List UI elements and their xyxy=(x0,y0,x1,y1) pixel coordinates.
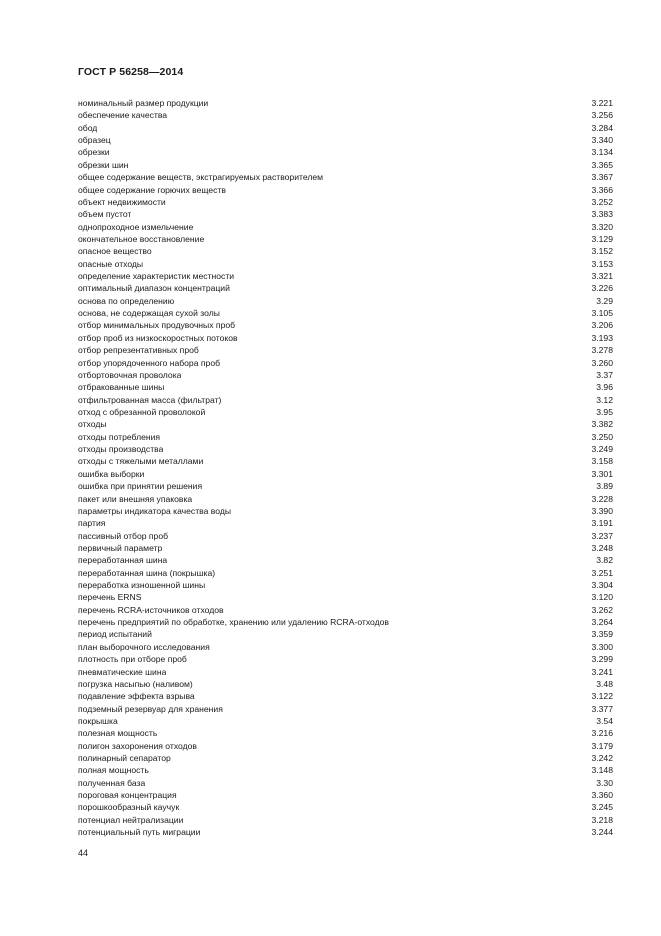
index-entry xyxy=(78,567,613,579)
index-entry xyxy=(78,221,613,233)
entry-reference: 3.206 xyxy=(591,320,613,331)
index-entry xyxy=(78,97,613,109)
entry-term: полинарный сепаратор xyxy=(78,753,171,764)
entry-term: отходы с тяжелыми металлами xyxy=(78,456,204,467)
index-entry xyxy=(78,579,613,591)
index-entry xyxy=(78,319,613,331)
entry-reference: 3.153 xyxy=(591,258,613,269)
entry-reference: 3.320 xyxy=(591,221,613,232)
entry-reference: 3.245 xyxy=(591,802,613,813)
index-entry xyxy=(78,184,613,196)
entry-reference: 3.129 xyxy=(591,233,613,244)
entry-term: однопроходное измельчение xyxy=(78,221,194,232)
entry-term: отбор репрезентативных проб xyxy=(78,345,199,356)
index-entry xyxy=(78,369,613,381)
index-entry xyxy=(78,196,613,208)
entry-reference: 3.284 xyxy=(591,122,613,133)
entry-reference: 3.340 xyxy=(591,135,613,146)
entry-term: переработка изношенной шины xyxy=(78,580,206,591)
entry-reference: 3.382 xyxy=(591,419,613,430)
entry-reference: 3.54 xyxy=(596,715,613,726)
entry-reference: 3.367 xyxy=(591,172,613,183)
entry-term: общее содержание веществ, экстрагируемых растворителем xyxy=(78,172,324,183)
entry-term: отбор упорядоченного набора проб xyxy=(78,357,221,368)
entry-term: обрезки шин xyxy=(78,159,129,170)
index-entry xyxy=(78,122,613,134)
index-entry xyxy=(78,740,613,752)
entry-term: отбор минимальных продувочных проб xyxy=(78,320,236,331)
entry-term: опасные отходы xyxy=(78,258,144,269)
entry-reference: 3.251 xyxy=(591,567,613,578)
index-entry xyxy=(78,653,613,665)
entry-reference: 3.105 xyxy=(591,308,613,319)
entry-term: перечень предприятий по обработке, хранению или удалению RCRA-отходов xyxy=(78,617,389,628)
entry-term: перечень RCRA-источников отходов xyxy=(78,604,224,615)
index-entry xyxy=(78,480,613,492)
index-entry xyxy=(78,468,613,480)
entry-term: отбракованные шины xyxy=(78,382,165,393)
index-entry xyxy=(78,381,613,393)
index-entry xyxy=(78,443,613,455)
entry-term: оптимальный диапазон концентраций xyxy=(78,283,230,294)
index-entry xyxy=(78,171,613,183)
entry-term: покрышка xyxy=(78,715,118,726)
entry-reference: 3.221 xyxy=(591,98,613,108)
entry-term: обод xyxy=(78,122,98,133)
entry-reference: 3.226 xyxy=(591,283,613,294)
entry-reference: 3.134 xyxy=(591,147,613,158)
index-entry xyxy=(78,591,613,603)
entry-term: отфильтрованная масса (фильтрат) xyxy=(78,394,222,405)
entry-term: полезная мощность xyxy=(78,728,158,739)
entry-reference: 3.29 xyxy=(596,295,613,306)
entry-term: переработанная шина (покрышка) xyxy=(78,567,216,578)
entry-reference: 3.96 xyxy=(596,382,613,393)
index-entry xyxy=(78,282,613,294)
entry-term: первичный параметр xyxy=(78,542,163,553)
entry-term: подземный резервуар для хранения xyxy=(78,703,223,714)
entry-reference: 3.89 xyxy=(596,481,613,492)
entry-term: ошибка выборки xyxy=(78,468,145,479)
entry-term: полученная база xyxy=(78,777,146,788)
entry-reference: 3.260 xyxy=(591,357,613,368)
index-entry xyxy=(78,616,613,628)
index-entry xyxy=(78,493,613,505)
index-entry xyxy=(78,406,613,418)
entry-term: определение характеристик местности xyxy=(78,271,235,282)
entry-reference: 3.12 xyxy=(596,394,613,405)
entry-reference: 3.37 xyxy=(596,369,613,380)
entry-reference: 3.191 xyxy=(591,518,613,529)
entry-term: пакет или внешняя упаковка xyxy=(78,493,193,504)
entry-reference: 3.218 xyxy=(591,814,613,825)
index-entry xyxy=(78,245,613,257)
entry-reference: 3.383 xyxy=(591,209,613,220)
index-entry xyxy=(78,542,613,554)
entry-term: параметры индикатора качества воды xyxy=(78,505,232,516)
index-entry xyxy=(78,764,613,776)
entry-reference: 3.256 xyxy=(591,110,613,121)
entry-reference: 3.228 xyxy=(591,493,613,504)
entry-term: отходы xyxy=(78,419,107,430)
entry-term: подавление эффекта взрыва xyxy=(78,691,195,702)
index-entry xyxy=(78,394,613,406)
entry-term: образец xyxy=(78,135,111,146)
document-header: ГОСТ Р 56258—2014 xyxy=(78,66,184,78)
index-entry xyxy=(78,666,613,678)
entry-term: потенциальный путь миграции xyxy=(78,827,201,838)
index-entry xyxy=(78,357,613,369)
entry-reference: 3.48 xyxy=(596,678,613,689)
index-entry xyxy=(78,641,613,653)
index-entry xyxy=(78,307,613,319)
entry-term: полная мощность xyxy=(78,765,149,776)
entry-reference: 3.278 xyxy=(591,345,613,356)
entry-reference: 3.95 xyxy=(596,406,613,417)
index-entry xyxy=(78,455,613,467)
entry-reference: 3.82 xyxy=(596,555,613,566)
entry-term: порошкообразный каучук xyxy=(78,802,180,813)
entry-reference: 3.301 xyxy=(591,468,613,479)
index-entry xyxy=(78,431,613,443)
entry-reference: 3.179 xyxy=(591,740,613,751)
entry-term: пневматические шина xyxy=(78,666,167,677)
entry-reference: 3.304 xyxy=(591,580,613,591)
entry-term: отходы потребления xyxy=(78,431,161,442)
index-entry xyxy=(78,134,613,146)
index-entry xyxy=(78,344,613,356)
index-entry xyxy=(78,826,613,838)
entry-reference: 3.249 xyxy=(591,444,613,455)
entry-reference: 3.360 xyxy=(591,790,613,801)
entry-term: окончательное восстановление xyxy=(78,233,205,244)
entry-term: переработанная шина xyxy=(78,555,168,566)
index-entry xyxy=(78,554,613,566)
entry-term: опасное вещество xyxy=(78,246,152,257)
entry-term: пороговая концентрация xyxy=(78,790,177,801)
index-entry xyxy=(78,146,613,158)
entry-reference: 3.299 xyxy=(591,654,613,665)
entry-reference: 3.300 xyxy=(591,641,613,652)
index-entry xyxy=(78,690,613,702)
entry-term: объект недвижимости xyxy=(78,196,166,207)
index-entry xyxy=(78,270,613,282)
entry-reference: 3.365 xyxy=(591,159,613,170)
index-entry xyxy=(78,628,613,640)
entry-reference: 3.248 xyxy=(591,542,613,553)
index-entry xyxy=(78,418,613,430)
entry-term: полигон захоронения отходов xyxy=(78,740,197,751)
index-entry xyxy=(78,715,613,727)
index-entry xyxy=(78,505,613,517)
index-entry xyxy=(78,604,613,616)
index-entry xyxy=(78,727,613,739)
entry-reference: 3.262 xyxy=(591,604,613,615)
entry-term: основа, не содержащая сухой золы xyxy=(78,308,220,319)
entry-term: обеспечение качества xyxy=(78,110,168,121)
index-entry xyxy=(78,678,613,690)
index-entry xyxy=(78,789,613,801)
index-entry xyxy=(78,159,613,171)
index-list xyxy=(78,97,613,839)
entry-reference: 3.241 xyxy=(591,666,613,677)
entry-term: потенциал нейтрализации xyxy=(78,814,184,825)
entry-term: партия xyxy=(78,518,106,529)
entry-reference: 3.30 xyxy=(596,777,613,788)
index-entry xyxy=(78,517,613,529)
entry-reference: 3.359 xyxy=(591,629,613,640)
entry-term: плотность при отборе проб xyxy=(78,654,187,665)
entry-reference: 3.148 xyxy=(591,765,613,776)
index-entry xyxy=(78,258,613,270)
entry-reference: 3.321 xyxy=(591,271,613,282)
entry-term: отбортовочная проволока xyxy=(78,369,182,380)
entry-reference: 3.237 xyxy=(591,530,613,541)
entry-reference: 3.193 xyxy=(591,332,613,343)
entry-reference: 3.122 xyxy=(591,691,613,702)
entry-reference: 3.242 xyxy=(591,753,613,764)
index-entry xyxy=(78,777,613,789)
page-number: 44 xyxy=(78,848,89,858)
entry-term: пассивный отбор проб xyxy=(78,530,169,541)
entry-reference: 3.390 xyxy=(591,505,613,516)
entry-reference: 3.152 xyxy=(591,246,613,257)
entry-reference: 3.244 xyxy=(591,827,613,838)
index-entry xyxy=(78,332,613,344)
entry-reference: 3.250 xyxy=(591,431,613,442)
entry-term: отходы производства xyxy=(78,444,164,455)
entry-reference: 3.120 xyxy=(591,592,613,603)
entry-term: общее содержание горючих веществ xyxy=(78,184,226,195)
entry-term: период испытаний xyxy=(78,629,152,640)
index-entry xyxy=(78,109,613,121)
entry-reference: 3.366 xyxy=(591,184,613,195)
entry-term: перечень ERNS xyxy=(78,592,142,603)
index-entry xyxy=(78,233,613,245)
entry-term: отбор проб из низкоскоростных потоков xyxy=(78,332,238,343)
index-entry xyxy=(78,208,613,220)
entry-term: ошибка при принятии решения xyxy=(78,481,203,492)
entry-term: погрузка насыпью (наливом) xyxy=(78,678,193,689)
entry-term: основа по определению xyxy=(78,295,175,306)
index-entry xyxy=(78,295,613,307)
entry-reference: 3.216 xyxy=(591,728,613,739)
index-entry xyxy=(78,530,613,542)
index-entry xyxy=(78,814,613,826)
entry-term: план выборочного исследования xyxy=(78,641,210,652)
entry-term: обрезки xyxy=(78,147,110,158)
entry-reference: 3.158 xyxy=(591,456,613,467)
entry-term: номинальный размер продукции xyxy=(78,98,209,108)
entry-reference: 3.377 xyxy=(591,703,613,714)
index-entry xyxy=(78,801,613,813)
entry-term: отход с обрезанной проволокой xyxy=(78,406,206,417)
entry-term: объем пустот xyxy=(78,209,132,220)
entry-reference: 3.264 xyxy=(591,617,613,628)
index-entry xyxy=(78,703,613,715)
index-entry xyxy=(78,752,613,764)
entry-reference: 3.252 xyxy=(591,196,613,207)
